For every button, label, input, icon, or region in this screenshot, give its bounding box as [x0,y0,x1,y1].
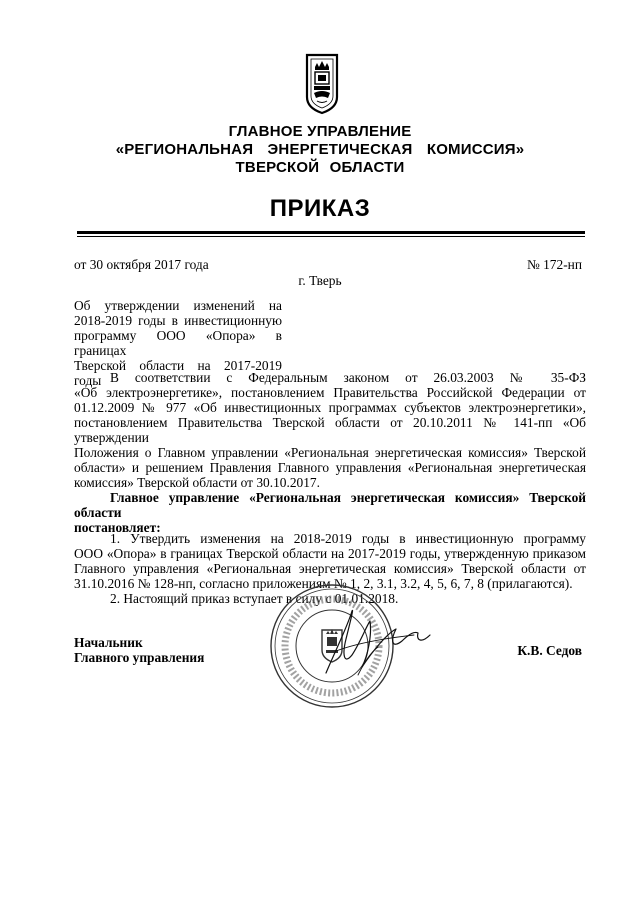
preamble-line: В соответствии с Федеральным законом от 26.03.2003 № 35-ФЗ [110,370,586,385]
signatory-title [74,635,204,665]
preamble-line: постановлением Правительства Тверской области от 20.10.2011 № 141-пп «Об утверждении [74,415,586,445]
document-city: г. Тверь [298,273,342,288]
subject-line: программу ООО «Опора» в границах [74,328,282,358]
document-number: № 172-нп [526,257,582,272]
preamble-paragraph [74,370,586,490]
header-divider-thin [77,236,585,237]
document-date: от 30 октября 2017 года [74,257,209,272]
document-title: ПРИКАЗ [269,195,371,222]
organization-name-line3: ТВЕРСКОЙ ОБЛАСТИ [235,159,405,176]
decree-line: Главное управление «Региональная энергетическая комиссия» Тверской области [74,490,586,520]
order-item-line: Главного управления «Региональная энергетическая комиссия» Тверской области от [74,561,586,576]
preamble-line: области» и решением Правления Главного управления «Региональная энергетическая [74,460,586,475]
signatory-title-line: Начальник [74,635,143,650]
preamble-line: Положения о Главном управлении «Региональная энергетическая комиссия» Тверской [74,445,586,460]
signatory-name: К.В. Седов [517,643,582,658]
preamble-line: 01.12.2009 № 977 «Об инвестиционных программах субъектов электроэнергетики», [74,400,586,415]
subject-line: 2018-2019 годы в инвестиционную [74,313,282,328]
signatory-title-line: Главного управления [74,650,205,665]
order-item-line: ООО «Опора» в границах Тверской области на 2017-2019 годы, утвержденную приказом [74,546,586,561]
preamble-line: комиссия» Тверской области от 30.10.2017. [74,475,320,490]
order-item-line: 31.10.2016 № 128-нп, согласно приложениям № 1, 2, 3.1, 3.2, 4, 5, 6, 7, 8 (прилагаются). [74,576,573,591]
organization-name-line1: ГЛАВНОЕ УПРАВЛЕНИЕ [228,123,412,140]
handwritten-signature [318,605,438,680]
order-item-line: 1. Утвердить изменения на 2018-2019 годы в инвестиционную программу [110,531,586,546]
subject-line: Об утверждении изменений на [74,298,282,313]
decree-line: постановляет: [74,520,161,535]
preamble-line: «Об электроэнергетике», постановлением Правительства Российской Федерации от [74,385,586,400]
coat-of-arms-emblem [303,53,341,115]
decree-statement [74,490,586,535]
subject-line: Тверской области на 2017-2019 годы [74,358,282,388]
order-item-line: 2. Настоящий приказ вступает в силу с 01.01.2018. [110,591,399,606]
header-divider-thick [77,231,585,234]
organization-name-line2: «РЕГИОНАЛЬНАЯ ЭНЕРГЕТИЧЕСКАЯ КОМИССИЯ» [115,141,525,158]
